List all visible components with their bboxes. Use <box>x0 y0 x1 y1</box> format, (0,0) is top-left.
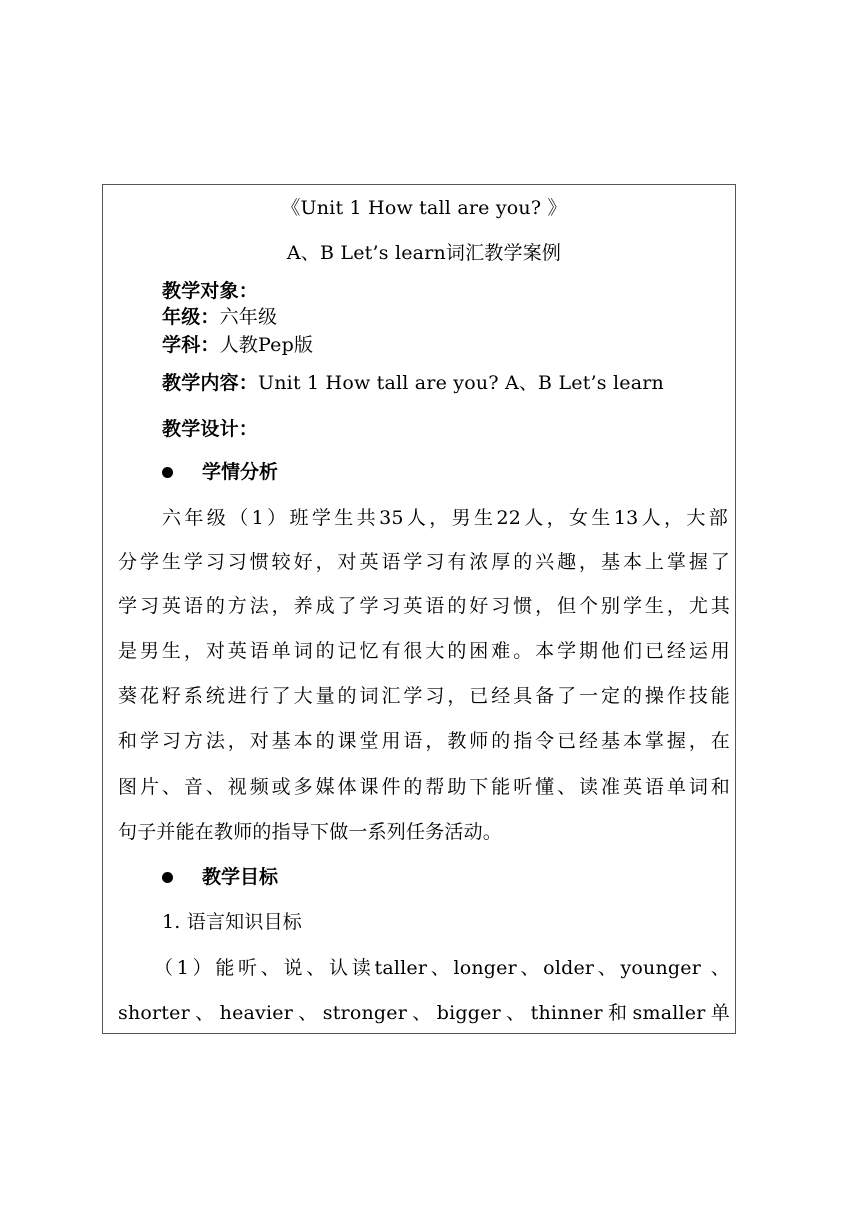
section-heading-text: 教学目标 <box>202 866 279 888</box>
teaching-content-label: 教学内容： <box>162 372 259 394</box>
bullet-icon <box>162 467 173 478</box>
document-title: 《Unit 1 How tall are you? 》 <box>281 197 567 219</box>
goal-item-line: （1）能听、说、认读taller、longer、older、younger 、 <box>154 957 730 979</box>
paragraph-line: 是男生，对英语单词的记忆有很大的困难。本学期他们已经运用 <box>118 640 730 662</box>
paragraph-line: 学习英语的方法，养成了学习英语的好习惯，但个别学生，尤其 <box>118 595 730 617</box>
teaching-design-label: 教学设计： <box>162 418 259 440</box>
subject-label: 学科： <box>162 334 220 356</box>
paragraph-line: 六年级（1）班学生共35人，男生22人，女生13人，大部 <box>162 507 728 529</box>
grade-value: 六年级 <box>219 306 278 328</box>
paragraph-line: 葵花籽系统进行了大量的词汇学习，已经具备了一定的操作技能 <box>118 685 730 707</box>
bullet-icon <box>162 872 173 883</box>
paragraph-line: 和学习方法，对基本的课堂用语，教师的指令已经基本掌握，在 <box>118 730 730 752</box>
grade-label: 年级： <box>162 306 220 328</box>
teaching-content-value: Unit 1 How tall are you? A、B Let’s learn <box>258 372 664 394</box>
teaching-target-label: 教学对象： <box>162 280 259 302</box>
paragraph-line: 图片、音、视频或多媒体课件的帮助下能听懂、读准英语单词和 <box>118 776 730 798</box>
goal-item-line: shorter、heavier、stronger、bigger、thinner和smaller单 <box>118 1002 730 1024</box>
goal-language-knowledge: 1. 语言知识目标 <box>162 911 302 933</box>
teaching-content-row <box>162 370 774 396</box>
subject-row <box>162 332 774 358</box>
document-subtitle: A、B Let’s learn词汇教学案例 <box>286 242 562 264</box>
grade-row <box>162 304 774 330</box>
paragraph-line: 分学生学习习惯较好，对英语学习有浓厚的兴趣，基本上掌握了 <box>118 551 730 573</box>
section-heading-text: 学情分析 <box>202 461 279 483</box>
subject-value: 人教Pep版 <box>219 334 314 356</box>
paragraph-line: 句子并能在教师的指导下做一系列任务活动。 <box>118 821 503 843</box>
